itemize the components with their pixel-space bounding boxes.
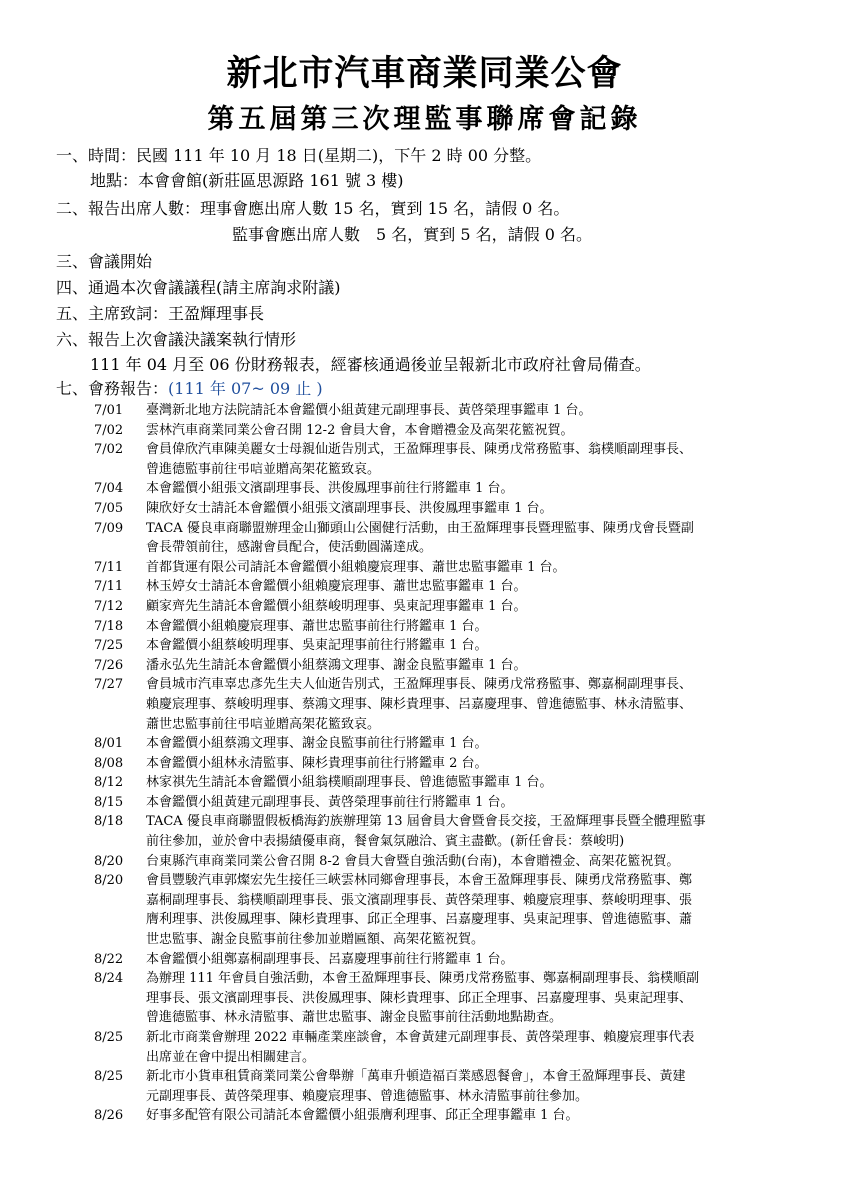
log-date: 7/25 <box>94 638 124 654</box>
log-text-line: 本會鑑價小組鄭嘉桐副理事長、呂嘉慶理事前往行將鑑車 1 台。 <box>146 951 514 967</box>
log-date: 8/22 <box>94 951 124 967</box>
log-entry <box>94 421 814 441</box>
log-text-line: 本會鑑價小組蔡鴻文理事、謝金良監事前往行將鑑車 1 台。 <box>146 736 488 752</box>
log-text-line: 林家祺先生請託本會鑑價小組翁樸順副理事長、曾進德監事鑑車 1 台。 <box>146 775 553 791</box>
log-text-line: TACA 優良車商聯盟辦理金山獅頭山公園健行活動，由王盈輝理事長暨理監事、陳勇戊會長暨副 <box>146 520 694 536</box>
log-text-line: 本會鑑價小組蔡峻明理事、吳東記理事前往行將鑑車 1 台。 <box>146 638 488 654</box>
log-entry <box>94 577 814 597</box>
log-text <box>146 636 814 656</box>
log-text <box>146 617 814 637</box>
log-text-line: 會長帶領前往，感謝會員配合，使活動圓滿達成。 <box>146 540 433 556</box>
log-date: 8/24 <box>94 971 124 987</box>
section-time <box>56 145 541 167</box>
log-text-line: 世忠監事、謝金良監事前往參加並贈匾額、高架花籃祝賀。 <box>146 932 485 948</box>
log-text-line: 潘永弘先生請託本會鑑價小組蔡鴻文理事、謝金良監事鑑車 1 台。 <box>146 657 527 673</box>
log-text-line: 出席並在會中提出相關建言。 <box>146 1049 316 1065</box>
log-text-line: 台東縣汽車商業同業公會召開 8-2 會員大會暨自強活動(台南)，本會贈禮金、高架花籃祝賀。 <box>146 853 680 869</box>
log-entry <box>94 871 814 949</box>
log-entry <box>94 519 814 558</box>
log-text-line: 顧家齊先生請託本會鑑價小組蔡峻明理事、吳東記理事鑑車 1 台。 <box>146 598 527 614</box>
log-date: 7/26 <box>94 657 124 673</box>
log-text-line: 本會鑑價小組賴慶宸理事、蕭世忠監事前往行將鑑車 1 台。 <box>146 618 488 634</box>
log-entry <box>94 617 814 637</box>
log-text <box>146 675 814 734</box>
log-date: 8/20 <box>94 873 124 889</box>
meeting-record-title: 第五屆第三次理監事聯席會記錄 <box>207 104 642 135</box>
log-text-line: 曾進德監事、林永清監事、蕭世忠監事、謝金良監事前往活動地點勘查。 <box>146 1010 563 1026</box>
log-text <box>146 871 814 949</box>
log-entry <box>94 950 814 970</box>
log-text-line: 膺利理事、洪俊鳳理事、陳杉貴理事、邱正全理事、呂嘉慶理事、吳東記理事、曾進德監事、蕭 <box>146 912 693 928</box>
log-entry <box>94 401 814 421</box>
log-text-line: 本會鑑價小組林永清監事、陳杉貴理事前往行將鑑車 2 台。 <box>146 755 488 771</box>
log-text <box>146 1106 814 1126</box>
log-text <box>146 656 814 676</box>
log-text <box>146 793 814 813</box>
section-agenda: 四、通過本次會議議程(請主席詢求附議) <box>56 278 341 297</box>
log-date: 7/11 <box>94 579 124 595</box>
section-chair-speech: 五、主席致詞：王盈輝理事長 <box>56 304 265 323</box>
log-text <box>146 969 814 1028</box>
log-text <box>146 479 814 499</box>
log-text-line: 會員偉欣汽車陳美麗女士母親仙逝告別式，王盈輝理事長、陳勇戊常務監事、翁樸順副理事長、 <box>146 442 693 458</box>
log-text-line: 元副理事長、黃啓榮理事、賴慶宸理事、曾進德監事、林永清監事前往參加。 <box>146 1088 589 1104</box>
log-date: 8/08 <box>94 755 124 771</box>
log-entry <box>94 479 814 499</box>
log-entry <box>94 440 814 479</box>
section-previous-resolutions: 六、報告上次會議決議案執行情形 <box>56 330 297 349</box>
log-text <box>146 812 814 851</box>
log-date: 7/04 <box>94 481 124 497</box>
log-entry <box>94 812 814 851</box>
log-date: 7/11 <box>94 559 124 575</box>
log-text-line: TACA 優良車商聯盟假板橋海釣族辦理第 13 屆會員大會暨會長交接，王盈輝理事長暨全體理監事 <box>146 814 706 830</box>
log-entry <box>94 1106 814 1126</box>
log-text-line: 會員豐駿汽車郭燦宏先生接任三峽雲林同鄉會理事長，本會王盈輝理事長、陳勇戊常務監事、鄭 <box>146 873 693 889</box>
log-date: 7/18 <box>94 618 124 634</box>
log-entry <box>94 499 814 519</box>
log-entry <box>94 558 814 578</box>
log-text-line: 雲林汽車商業同業公會召開 12-2 會員大會，本會贈禮金及高架花籃祝賀。 <box>146 422 574 438</box>
section-attendance-supervisors: 監事會應出席人數 5 名，實到 5 名，請假 0 名。 <box>232 225 592 244</box>
section-number: 二、 <box>56 199 89 218</box>
log-text-line: 首都貨運有限公司請託本會鑑價小組賴慶宸理事、蕭世忠監事鑑車 1 台。 <box>146 559 566 575</box>
log-date: 7/02 <box>94 442 124 458</box>
association-title: 新北市汽車商業同業公會 <box>226 54 623 94</box>
log-text-line: 臺灣新北地方法院請託本會鑑價小組黃建元副理事長、黃啓榮理事鑑車 1 台。 <box>146 403 592 418</box>
log-date: 8/18 <box>94 814 124 830</box>
log-text-line: 會員城市汽車辜忠彥先生夫人仙逝告別式，王盈輝理事長、陳勇戊常務監事、鄭嘉桐副理事長、 <box>146 677 693 693</box>
log-text <box>146 754 814 774</box>
section-number: 一、 <box>56 146 89 165</box>
log-entry <box>94 734 814 754</box>
log-date: 7/01 <box>94 403 124 418</box>
report-period: (111 年 07~ 09 止 ) <box>168 379 323 398</box>
log-date: 7/12 <box>94 598 124 614</box>
log-text-line: 嘉桐副理事長、翁樸順副理事長、張文濱副理事長、黃啓榮理事、賴慶宸理事、蔡峻明理事、張 <box>146 892 693 908</box>
log-text <box>146 773 814 793</box>
log-text-line: 曾進德監事前往弔唁並贈高架花籃致哀。 <box>146 461 381 477</box>
section-business-report <box>56 378 323 400</box>
log-text-line: 蕭世忠監事前往弔唁並贈高架花籃致哀。 <box>146 716 381 732</box>
log-text <box>146 734 814 754</box>
log-date: 8/26 <box>94 1108 124 1124</box>
log-date: 8/25 <box>94 1069 124 1085</box>
section-meeting-start: 三、會議開始 <box>56 252 153 271</box>
section-time-text: 時間：民國 111 年 10 月 18 日(星期二)，下午 2 時 00 分整。 <box>88 146 542 165</box>
log-text-line: 好事多配管有限公司請託本會鑑價小組張膺利理事、邱正全理事鑑車 1 台。 <box>146 1108 579 1124</box>
log-entry <box>94 969 814 1028</box>
log-entry <box>94 1028 814 1067</box>
log-date: 7/09 <box>94 520 124 536</box>
log-text-line: 本會鑑價小組黃建元副理事長、黃啓榮理事前往行將鑑車 1 台。 <box>146 794 514 810</box>
log-text-line: 前往參加，並於會中表揚績優車商，餐會氣氛融洽、賓主盡歡。(新任會長：蔡峻明) <box>146 834 625 850</box>
log-text-line: 為辦理 111 年會員自強活動，本會王盈輝理事長、陳勇戊常務監事、鄭嘉桐副理事長、翁樸順副 <box>146 971 700 987</box>
log-date: 8/01 <box>94 736 124 752</box>
log-entry <box>94 852 814 872</box>
log-text-line: 本會鑑價小組張文濱副理事長、洪俊鳳理事前往行將鑑車 1 台。 <box>146 481 514 497</box>
log-date: 8/25 <box>94 1030 124 1045</box>
section-place: 地點：本會會館(新莊區思源路 161 號 3 樓) <box>90 171 404 190</box>
log-text <box>146 401 814 421</box>
log-entry <box>94 773 814 793</box>
log-text-line: 賴慶宸理事、蔡峻明理事、蔡鴻文理事、陳杉貴理事、呂嘉慶理事、曾進德監事、林永清監事、 <box>146 696 693 712</box>
log-entry <box>94 754 814 774</box>
log-text <box>146 950 814 970</box>
log-text <box>146 577 814 597</box>
log-text <box>146 558 814 578</box>
log-text-line: 新北市小貨車租賃商業同業公會舉辦「萬車升頓造福百業感恩餐會」，本會王盈輝理事長、黃建 <box>146 1069 686 1085</box>
log-text <box>146 597 814 617</box>
section-attendance <box>56 198 569 220</box>
log-text <box>146 440 814 479</box>
log-text-line: 理事長、張文濱副理事長、洪俊鳳理事、陳杉貴理事、邱正全理事、呂嘉慶理事、吳東記理事、 <box>146 990 693 1006</box>
log-date: 7/02 <box>94 422 124 438</box>
log-date: 8/20 <box>94 853 124 869</box>
log-date: 7/27 <box>94 677 124 693</box>
section-attendance-text: 報告出席人數：理事會應出席人數 15 名，實到 15 名，請假 0 名。 <box>88 199 570 218</box>
log-entry <box>94 636 814 656</box>
log-entry <box>94 675 814 734</box>
log-date: 8/15 <box>94 794 124 810</box>
log-date: 8/12 <box>94 775 124 791</box>
section-business-report-label: 七、會務報告： <box>56 379 169 398</box>
log-date: 7/05 <box>94 500 124 516</box>
log-text <box>146 421 814 441</box>
log-entry <box>94 1067 814 1106</box>
log-text-line: 林玉婷女士請託本會鑑價小組賴慶宸理事、蕭世忠監事鑑車 1 台。 <box>146 579 527 595</box>
log-text <box>146 519 814 558</box>
log-text <box>146 852 814 872</box>
log-text-line: 陳欣妤女士請託本會鑑價小組張文濱副理事長、洪俊鳳理事鑑車 1 台。 <box>146 500 553 516</box>
log-text <box>146 1067 814 1106</box>
log-entry <box>94 597 814 617</box>
activity-log <box>94 401 814 1126</box>
log-text <box>146 1028 814 1067</box>
log-entry <box>94 793 814 813</box>
log-text-line: 新北市商業會辦理 2022 車輛產業座談會，本會黃建元副理事長、黃啓榮理事、賴慶宸理事代表 <box>146 1030 695 1045</box>
log-entry <box>94 656 814 676</box>
section-financial-report: 111 年 04 月至 06 份財務報表，經審核通過後並呈報新北市政府社會局備查。 <box>90 355 651 374</box>
log-text <box>146 499 814 519</box>
